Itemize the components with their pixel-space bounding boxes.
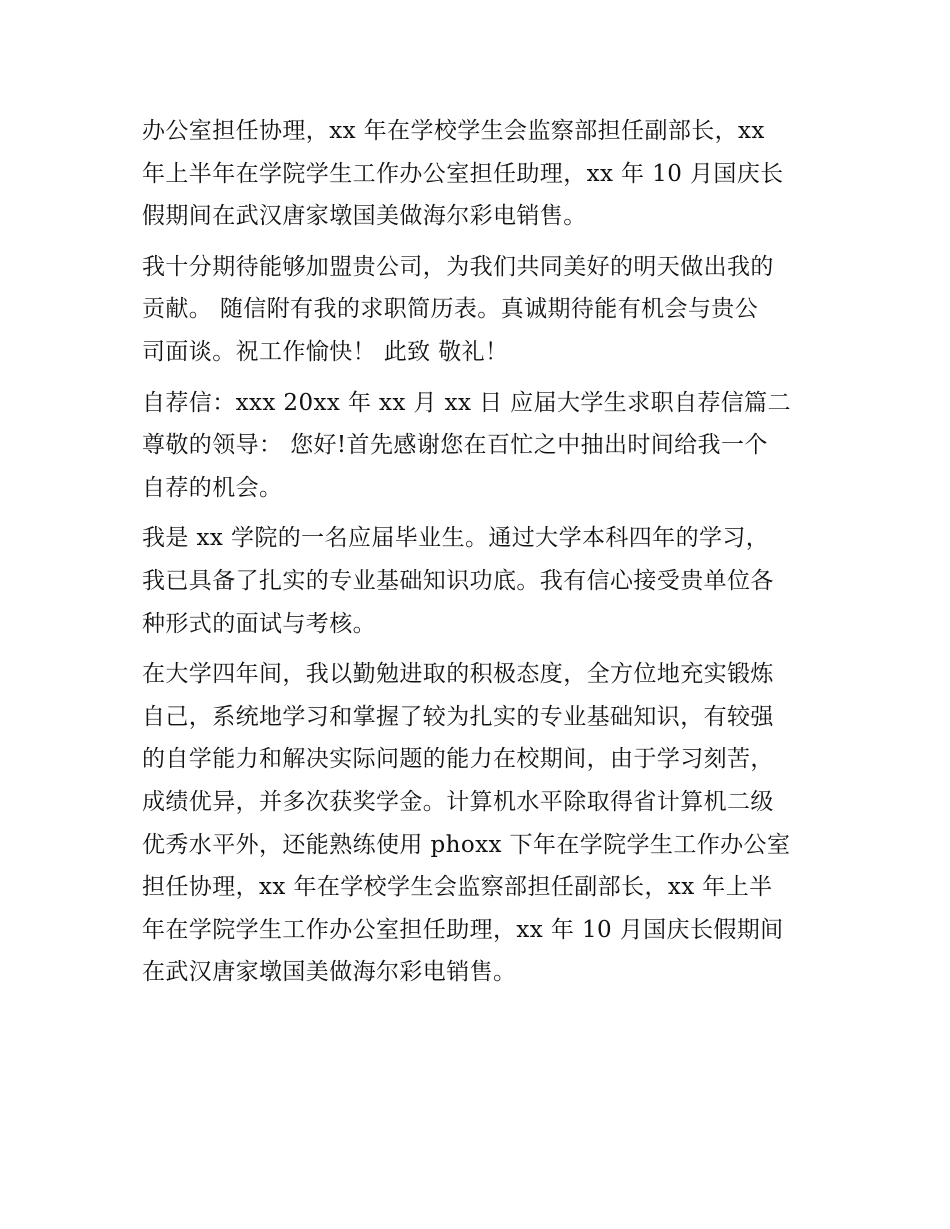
text-line: 自己，系统地学习和掌握了较为扎实的专业基础知识，有较强 xyxy=(142,703,774,730)
text-line: 在武汉唐家墩国美做海尔彩电销售。 xyxy=(142,959,517,986)
text-line: 自荐的机会。 xyxy=(142,474,283,501)
text-line: 的自学能力和解决实际问题的能力在校期间，由于学习刻苦， xyxy=(142,746,774,773)
text-line: 成绩优异，并多次获奖学金。计算机水平除取得省计算机二级 xyxy=(142,788,774,815)
text-line: 司面谈。祝工作愉快！ 此致 敬礼！ xyxy=(142,338,509,365)
text-line: 我已具备了扎实的专业基础知识功底。我有信心接受贵单位各 xyxy=(142,567,774,594)
text-line: 假期间在武汉唐家墩国美做海尔彩电销售。 xyxy=(142,203,587,230)
text-line: 优秀水平外，还能熟练使用 phoxx 下年在学院学生工作办公室 xyxy=(142,831,791,858)
text-line: 年在学院学生工作办公室担任助理，xx 年 10 月国庆长假期间 xyxy=(142,916,784,943)
text-line: 种形式的面试与考核。 xyxy=(142,610,376,637)
text-line: 在大学四年间，我以勤勉进取的积极态度，全方位地充实锻炼 xyxy=(142,661,774,688)
text-line: 我十分期待能够加盟贵公司，为我们共同美好的明天做出我的 xyxy=(142,253,774,280)
text-line: 年上半年在学院学生工作办公室担任助理，xx 年 10 月国庆长 xyxy=(142,160,784,187)
text-line: 尊敬的领导： 您好!首先感谢您在百忙之中抽出时间给我一个 xyxy=(142,432,768,459)
text-line: 办公室担任协理，xx 年在学校学生会监察部担任副部长，xx xyxy=(142,118,765,144)
document-body xyxy=(142,110,832,994)
text-line: 贡献。 随信附有我的求职简历表。真诚期待能有机会与贵公 xyxy=(142,296,759,323)
text-line: 我是 xx 学院的一名应届毕业生。通过大学本科四年的学习， xyxy=(142,525,770,552)
text-line: 自荐信：xxx 20xx 年 xx 月 xx 日 应届大学生求职自荐信篇二 xyxy=(142,389,791,416)
text-line: 担任协理，xx 年在学校学生会监察部担任副部长，xx 年上半 xyxy=(142,874,773,901)
